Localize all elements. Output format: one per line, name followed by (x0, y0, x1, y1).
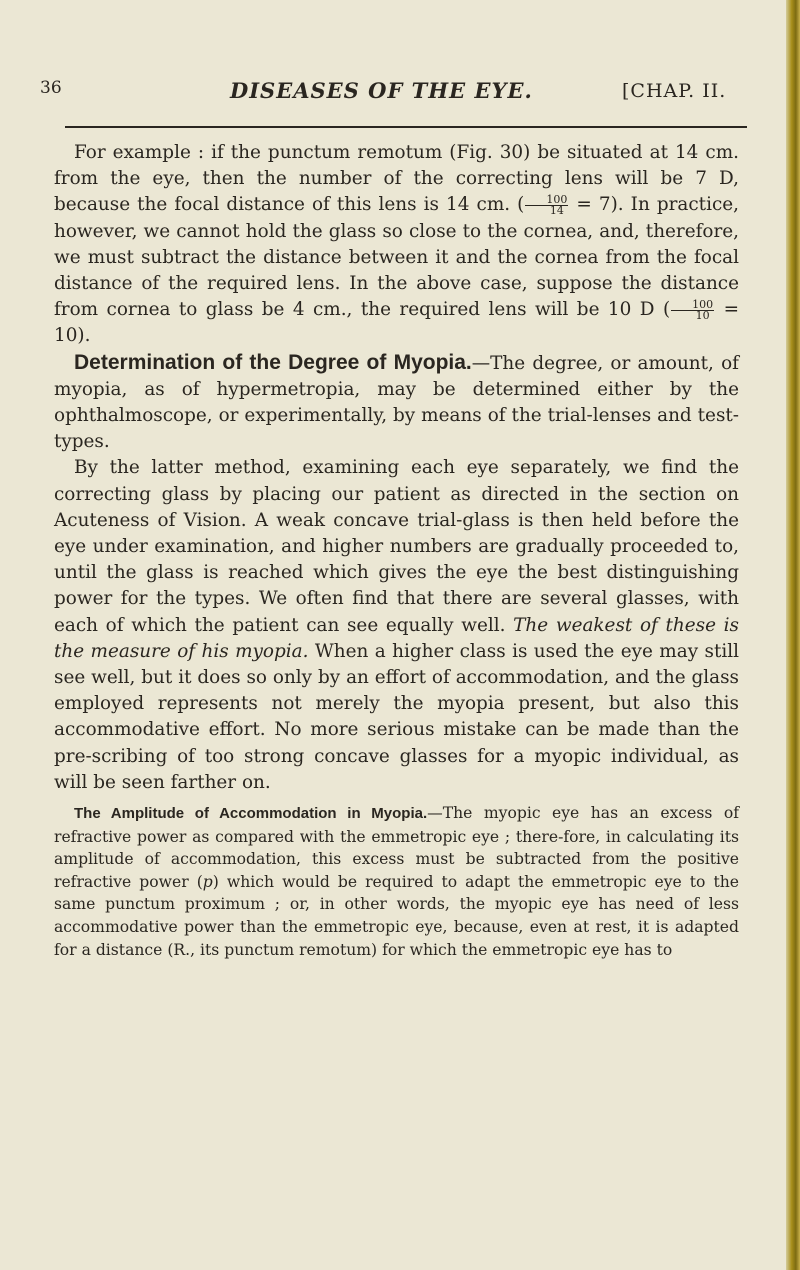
running-title: DISEASES OF THE EYE. (230, 78, 533, 103)
body-text (54, 140, 739, 961)
fraction-denominator: 10 (695, 308, 710, 322)
page-header (40, 78, 740, 110)
fraction-100-over-14 (525, 192, 568, 217)
paragraph-example (54, 140, 739, 350)
paragraph-method (54, 455, 739, 796)
fraction-100-over-10 (671, 297, 714, 322)
example-text-2: = 7). In practice, however, we cannot hold the glass so close to the cornea, and, therefore, we must subtract the distance between it and the cornea from the focal distance of the required lens. In the above case, suppose the distance from cornea to glass be 4 cm., the required lens will be 10 D ( (54, 194, 739, 321)
fraction-numerator: 100 (671, 300, 714, 311)
amplitude-text-2: ) which would be required to adapt the emmetropic eye to the same punctum proximum ; or, in other words, the myopic eye has need of less accommodative power than the emmetropic eye, because, even at rest, it is adapted for a distance (R., its punctum remotum) for which the emmetropic eye has to (54, 872, 739, 959)
fraction-denominator: 14 (549, 203, 564, 217)
paragraph-amplitude (54, 802, 739, 961)
fraction-numerator: 100 (525, 195, 568, 206)
chapter-reference: [CHAP. II. (622, 80, 727, 102)
section-heading-determination: Determination of the Degree of Myopia. (74, 350, 472, 374)
paragraph-determination (54, 350, 739, 456)
amplitude-text-1: —The myopic eye has an excess of refractive power as compared with the emmetropic eye ; there-fore, in calculating its amplitude of accommodation, this excess must be subtracted from the positive refractive power ( (54, 804, 739, 891)
method-text-2: When a higher class is used the eye may still see well, but it does so only by an effort of accommodation, and the glass employed represents not merely the myopia present, but also this accommodative effort. No more serious mistake can be made than the pre-scribing of too strong concave glasses for a myopic individual, as will be seen farther on. (54, 640, 739, 793)
method-italic: The weakest of these is the measure of his myopia. (54, 614, 739, 662)
header-rule (65, 126, 747, 128)
section-heading-amplitude: The Amplitude of Accommodation in Myopia. (74, 805, 428, 823)
example-text-3: = 10). (54, 299, 739, 347)
amplitude-italic-p: p (202, 872, 213, 891)
page-number: 36 (40, 78, 62, 98)
method-text-1: By the latter method, examining each eye separately, we find the correcting glass by placing our patient as directed in the section on Acuteness of Vision. A weak concave trial-glass is then held before the eye under examination, and higher numbers are gradually proceeded to, until the glass is reached which gives the eye the best distinguishing power for the types. We often find that there are several glasses, with each of which the patient can see equally well. (54, 457, 739, 636)
page-edge (786, 0, 800, 1270)
determination-text: —The degree, or amount, of myopia, as of hypermetropia, may be determined either by the ophthalmoscope, or experimentally, by means of the trial-lenses and test-types. (54, 352, 739, 453)
example-text-1: For example : if the punctum remotum (Fig. 30) be situated at 14 cm. from the eye, then the number of the correcting lens will be 7 D, because the focal distance of this lens is 14 cm. ( (54, 142, 739, 216)
